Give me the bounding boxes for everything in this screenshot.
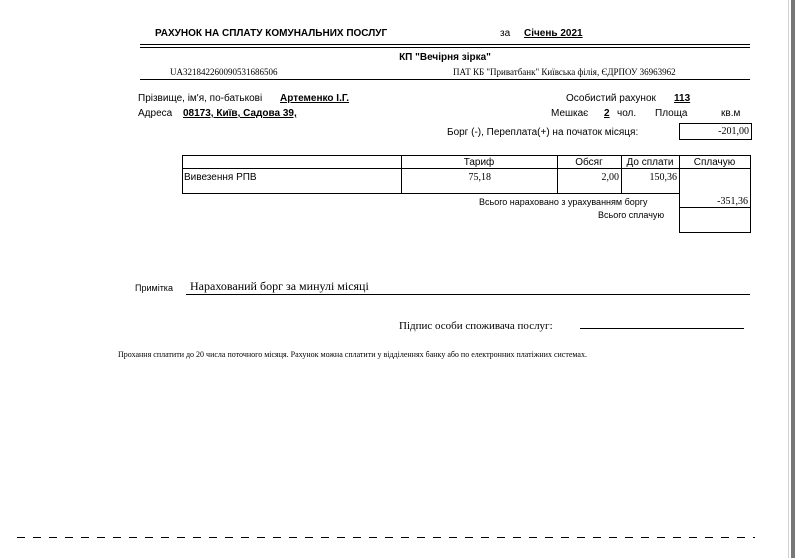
tear-off-line <box>17 537 755 538</box>
paid-label: Всього сплачую <box>598 210 665 220</box>
account-number: 113 <box>674 93 691 104</box>
residents-unit: чол. <box>617 108 637 119</box>
residents-count: 2 <box>604 108 610 119</box>
total-value: -351,36 <box>717 196 748 207</box>
note-text: Нарахований борг за минулі місяці <box>190 279 369 293</box>
page-edge <box>788 0 789 558</box>
service-volume: 2,00 <box>601 172 619 183</box>
client-address: 08173, Київ, Садова 39, <box>183 108 297 119</box>
payment-instructions: Прохання сплатити до 20 числа поточного місяця. Рахунок можна сплатити у відділеннях банку або по електронних платіжних системах. <box>118 350 587 359</box>
col-header-due: До сплати <box>626 157 674 168</box>
total-underline <box>679 207 750 208</box>
note-label: Примітка <box>135 283 173 293</box>
area-label: Площа <box>655 108 688 119</box>
table-col-line <box>182 155 183 193</box>
invoice-title: РАХУНОК НА СПЛАТУ КОМУНАЛЬНИХ ПОСЛУГ <box>155 28 388 39</box>
header-rule-top <box>140 44 750 45</box>
service-due: 150,36 <box>649 172 677 183</box>
header-rule-top-2 <box>140 47 750 48</box>
table-rule-bottom <box>182 193 680 194</box>
balance-box <box>679 123 752 140</box>
balance-label: Борг (-), Переплата(+) на початок місяця: <box>447 127 639 138</box>
paid-box-bottom <box>679 232 750 233</box>
residents-label: Мешкає <box>551 108 589 119</box>
scrollbar-edge[interactable] <box>791 0 795 558</box>
col-header-paying: Сплачую <box>693 157 736 168</box>
header-rule-bottom <box>140 79 750 80</box>
iban: UA321842260090531686506 <box>170 67 278 77</box>
client-name: Артеменко І.Г. <box>280 93 350 104</box>
signature-label: Підпис особи споживача послуг: <box>399 320 553 332</box>
table-rule-header <box>182 168 750 169</box>
period-prefix: за <box>500 28 511 39</box>
area-unit: кв.м <box>721 108 741 119</box>
table-col-line <box>750 155 751 233</box>
note-underline <box>186 294 750 295</box>
service-tariff: 75,18 <box>468 172 491 183</box>
balance-value: -201,00 <box>718 126 749 137</box>
col-header-volume: Обсяг <box>575 157 603 168</box>
total-label: Всього нараховано з урахуванням боргу <box>479 197 648 207</box>
invoice-period: Січень 2021 <box>524 28 583 39</box>
col-header-tariff: Тариф <box>463 157 495 168</box>
account-label: Особистий рахунок <box>566 93 656 104</box>
signature-line[interactable] <box>580 328 744 329</box>
table-rule-top <box>182 155 750 156</box>
address-label: Адреса <box>138 108 173 119</box>
name-label: Прізвище, ім'я, по-батькові <box>138 93 263 104</box>
bank-details: ПАТ КБ "Приватбанк" Київська філія, ЄДРПОУ 36963962 <box>453 67 676 77</box>
company-name: КП "Вечірня зірка" <box>399 52 491 63</box>
service-name: Вивезення РПВ <box>184 172 257 183</box>
